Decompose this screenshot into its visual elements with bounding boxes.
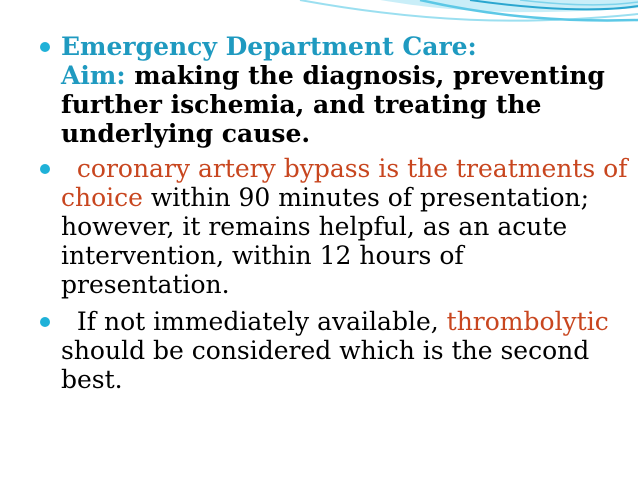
thrombolytic-highlight: thrombolytic	[446, 307, 609, 336]
bullet-item-heading	[40, 32, 630, 148]
thrombo-line-3: best.	[61, 365, 123, 394]
aim-label: Aim:	[61, 61, 126, 90]
bullet-icon	[40, 164, 50, 174]
bypass-text-2: within 90 minutes of presentation;	[142, 183, 590, 212]
aim-line-2: further ischemia, and treating the	[61, 90, 542, 119]
bypass-line-2	[61, 183, 630, 212]
bullet-icon	[40, 317, 50, 327]
bullet-item-thrombolytic	[40, 307, 630, 394]
bypass-line-3: however, it remains helpful, as an acute	[61, 212, 568, 241]
aim-line-1	[61, 61, 630, 90]
bypass-line-5: presentation.	[61, 270, 230, 299]
thrombo-line-1	[61, 307, 630, 336]
bullet-icon	[40, 42, 50, 52]
thrombo-line-2: should be considered which is the second	[61, 336, 590, 365]
aim-line-3: underlying cause.	[61, 119, 311, 148]
thrombo-text-1: If not immediately available,	[61, 307, 447, 336]
bypass-line-1: coronary artery bypass is the treatments of	[61, 154, 628, 183]
bullet-item-bypass	[40, 154, 630, 299]
bypass-choice-text: choice	[61, 183, 143, 212]
section-heading: Emergency Department Care:	[61, 32, 477, 61]
slide-content	[40, 32, 630, 394]
aim-text-1: making the diagnosis, preventing	[125, 61, 605, 90]
bypass-line-4: intervention, within 12 hours of	[61, 241, 464, 270]
